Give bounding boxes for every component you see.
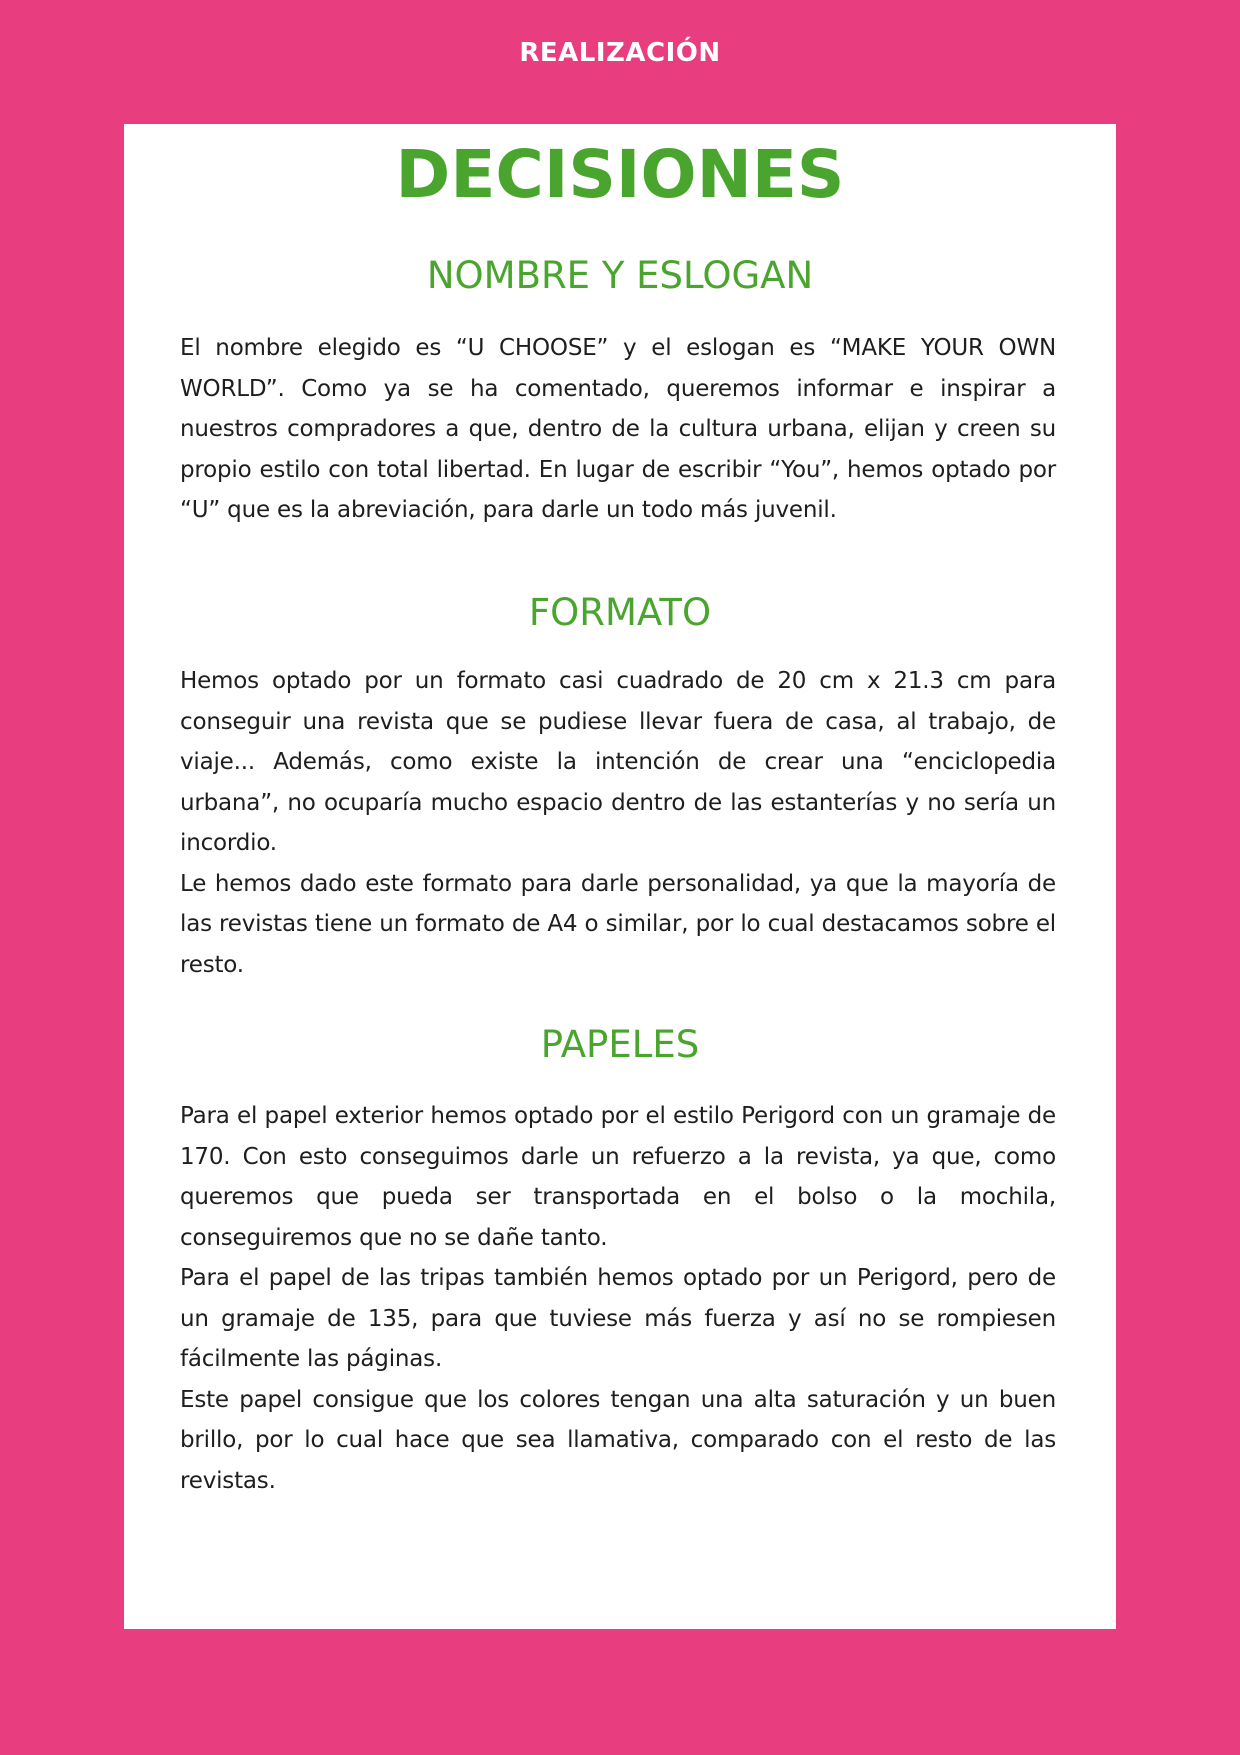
- section-body-formato: [180, 661, 1056, 985]
- section-heading-formato: FORMATO: [528, 591, 712, 634]
- content-panel: [124, 124, 1116, 1629]
- section-heading-papeles: PAPELES: [540, 1023, 700, 1066]
- paragraph: Para el papel exterior hemos optado por el estilo Perigord con un gramaje de 170. Con esto conseguimos darle un refuerzo a la revista, ya que, como queremos que pueda ser transportada en el bolso o la mochila, conseguiremos que no se dañe tanto.: [180, 1103, 1056, 1251]
- paragraph: Hemos optado por un formato casi cuadrado de 20 cm x 21.3 cm para conseguir una revista que se pudiese llevar fuera de casa, al trabajo, de viaje... Además, como existe la intención de crear una “enciclopedia urbana”, no ocuparía mucho espacio dentro de las estanterías y no sería un incordio.: [180, 668, 1056, 856]
- section-body-nombre-y-eslogan: [180, 328, 1056, 531]
- paragraph: Para el papel de las tripas también hemos optado por un Perigord, pero de un gramaje de 135, para que tuviese más fuerza y así no se rompiesen fácilmente las páginas.: [180, 1265, 1056, 1372]
- paragraph: Le hemos dado este formato para darle personalidad, ya que la mayoría de las revistas tiene un formato de A4 o similar, por lo cual destacamos sobre el resto.: [180, 870, 1056, 978]
- header-title: REALIZACIÓN: [519, 38, 721, 68]
- section-body-papeles: [180, 1096, 1056, 1501]
- section-heading-nombre-y-eslogan: NOMBRE Y ESLOGAN: [426, 254, 814, 297]
- page-title: DECISIONES: [395, 136, 845, 213]
- paragraph: Este papel consigue que los colores tengan una alta saturación y un buen brillo, por lo cual hace que sea llamativa, comparado con el resto de las revistas.: [180, 1386, 1056, 1494]
- paragraph: El nombre elegido es “U CHOOSE” y el eslogan es “MAKE YOUR OWN WORLD”. Como ya se ha comentado, queremos informar e inspirar a nuestros compradores a que, dentro de la cultura urbana, elijan y creen su propio estilo con total libertad. En lugar de escribir “You”, hemos optado por “U” que es la abreviación, para darle un todo más juvenil.: [180, 335, 1056, 523]
